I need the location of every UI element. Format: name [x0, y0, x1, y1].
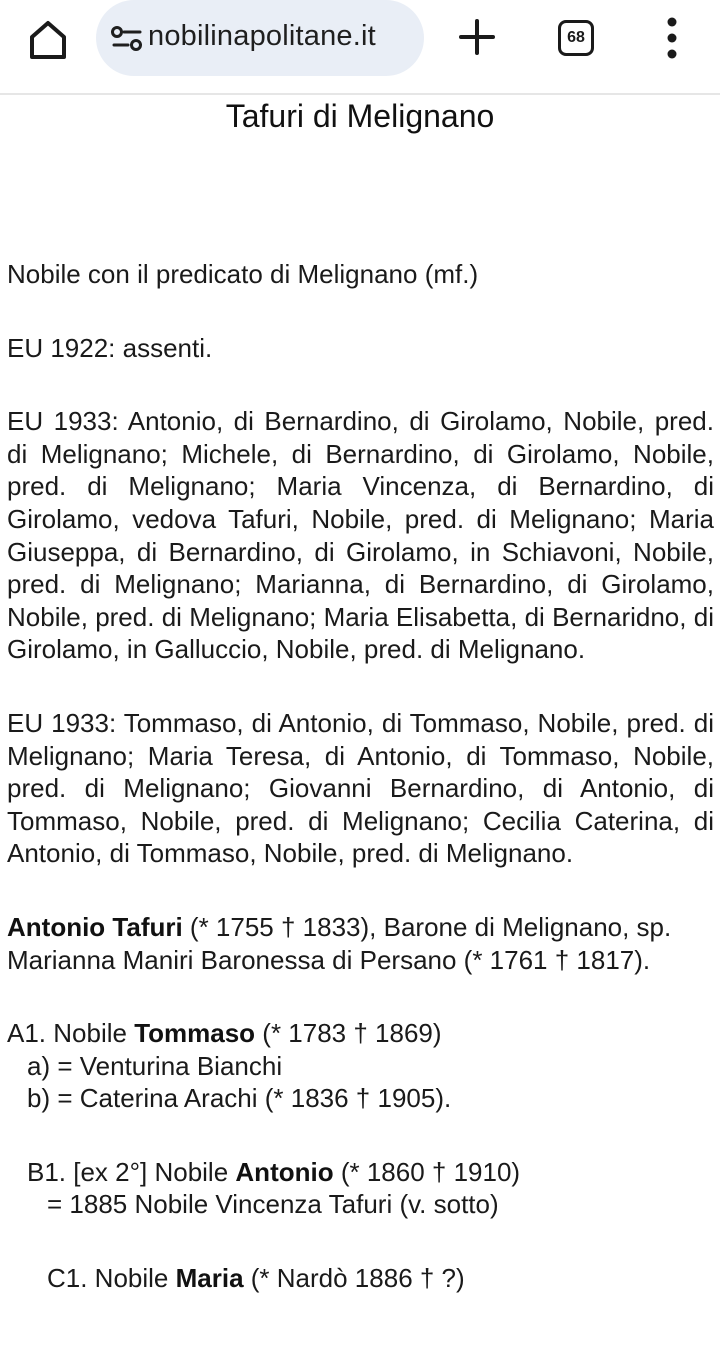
tab-switcher-button[interactable]: 68: [558, 20, 594, 56]
generation-a1: [7, 1017, 714, 1115]
eu1922-paragraph: EU 1922: assenti.: [7, 332, 213, 363]
eu1933-paragraph-1: EU 1933: Antonio, di Bernardino, di Girolamo, Nobile, pred. di Melignano; Michele, di Bernardino, di Girolamo, Nobile, pred. di Melignano; Maria Vincenza, di Bernardino, di Girolamo, vedova Tafuri, Nobile, pred. di Melignano; Maria Giuseppa, di Bernardino, di Girolamo, in Schiavoni, Nobile, pred. di Melignano; Marianna, di Bernardino, di Girolamo, Nobile, pred. di Melignano; Maria Elisabetta, di Bernaridno, di Girolamo, in Galluccio, Nobile, pred. di Melignano.: [7, 406, 714, 665]
eu1933-paragraph-2: EU 1933: Tommaso, di Antonio, di Tommaso, Nobile, pred. di Melignano; Maria Teresa, di Antonio, di Tommaso, Nobile, pred. di Melignano; Giovanni Bernardino, di Antonio, di Tommaso, Nobile, pred. di Melignano; Cecilia Caterina, di Antonio, di Tommaso, Nobile, pred. di Melignano.: [7, 707, 714, 869]
a1-spouse-a: a) = Venturina Bianchi: [27, 1050, 283, 1081]
page-title: Tafuri di Melignano: [225, 98, 495, 134]
browser-toolbar: [0, 0, 720, 95]
new-tab-icon[interactable]: [456, 16, 498, 58]
c1-name: Maria: [175, 1263, 244, 1294]
predicate-paragraph: Nobile con il predicato di Melignano (mf.): [7, 259, 479, 289]
address-bar[interactable]: [96, 0, 424, 76]
generation-b1: [7, 1156, 714, 1221]
home-icon[interactable]: [22, 13, 74, 65]
more-menu-icon[interactable]: [658, 15, 686, 61]
founder-paragraph: [7, 911, 714, 976]
site-settings-icon[interactable]: [110, 24, 144, 54]
a1-name: Tommaso: [134, 1018, 256, 1049]
url-text[interactable]: nobilinapolitane.it: [148, 20, 376, 52]
b1-spouse: = 1885 Nobile Vincenza Tafuri (v. sotto): [47, 1189, 499, 1220]
founder-name: Antonio Tafuri: [7, 911, 183, 942]
generation-c1: [7, 1262, 714, 1295]
a1-line: A1. Nobile Tommaso (* 1783 † 1869): [7, 1018, 442, 1049]
founder-text: (* 1755 † 1833), Barone di Melignano, sp. Marianna Maniri Baronessa di Persano (* 1761 † 1817).: [7, 911, 672, 975]
b1-line: B1. [ex 2°] Nobile Antonio (* 1860 † 1910): [27, 1156, 521, 1187]
c1-line: C1. Nobile Maria (* Nardò 1886 † ?): [47, 1263, 465, 1294]
a1-spouse-b: b) = Caterina Arachi (* 1836 † 1905).: [27, 1083, 452, 1114]
b1-name: Antonio: [235, 1156, 334, 1187]
article-content: [7, 258, 714, 1295]
